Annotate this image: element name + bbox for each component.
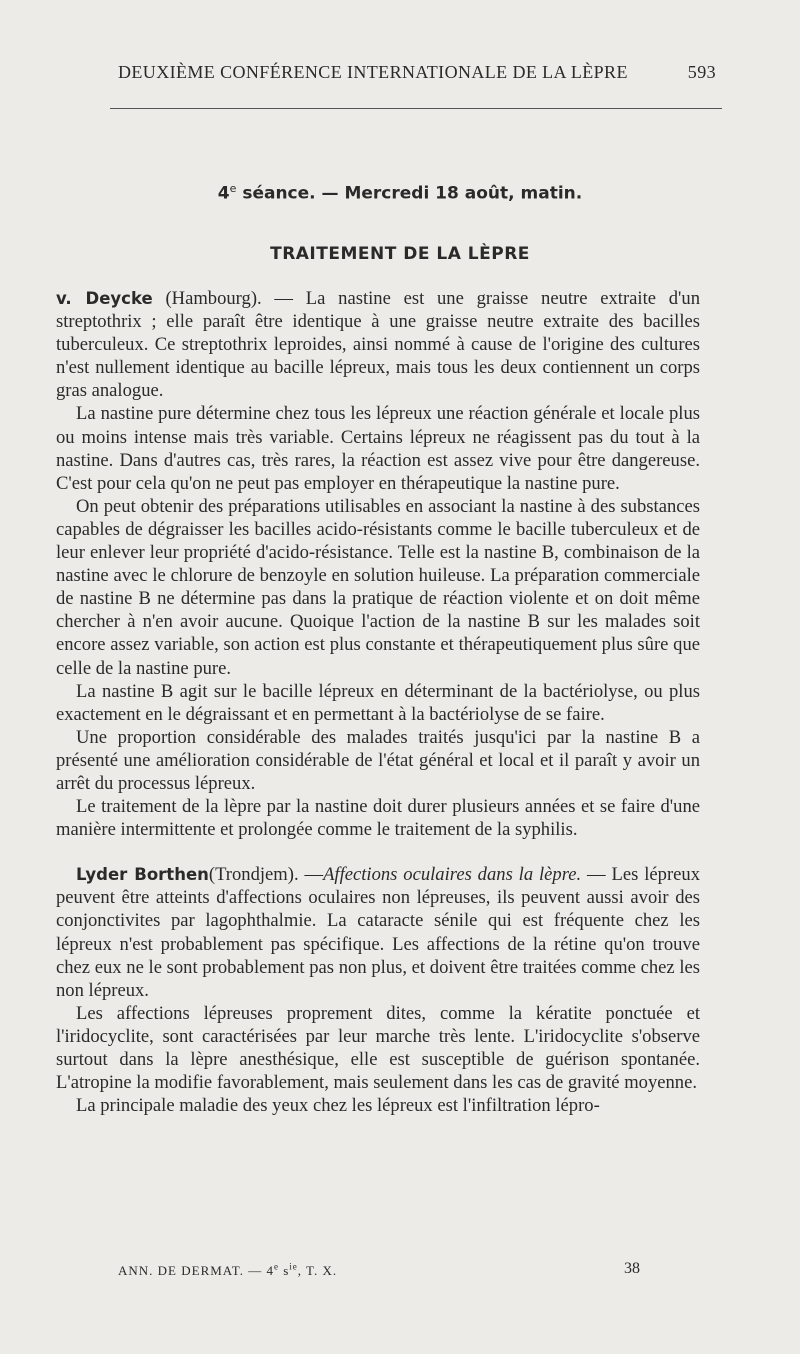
- paragraph-text: — Les lépreux peuvent être atteints d'affections oculaires non lépreuses, ils peuvent aussi avoir des conjonctivites par lagophthalmie. La cataracte sénile qui est fréquente chez les lépreux n'est probablement pas spécifique. Les affections de la rétine qu'on trouve chez eux ne le sont probablement pas non plus, et doivent être traitées comme chez les non lépreux.: [56, 864, 701, 1001]
- paragraph: Le traitement de la lèpre par la nastine doit durer plusieurs années et se faire d'une manière intermittente et prolongée comme le traitement de la syphilis.: [56, 796, 700, 841]
- body-text: [56, 287, 700, 1117]
- author-name: Lyder Borthen: [76, 865, 209, 885]
- journal-reference: [118, 1263, 337, 1278]
- series-sup: e: [273, 1262, 279, 1272]
- paragraph-text: La nastine est une graisse neutre extraite d'un streptothrix ; elle paraît être identique à une graisse neutre extraite des bacilles tuberculeux. Ce streptothrix leproides, ainsi nommé à cause de l'origine des cultures n'est nullement identique au bacille lépreux, mais tous les deux contiennent un corps gras analogue.: [56, 288, 700, 402]
- session-rest: séance. — Mercredi 18 août, matin.: [236, 183, 583, 204]
- tome: , T. X.: [297, 1263, 338, 1279]
- author-place: (Trondjem). —: [208, 864, 324, 886]
- session-heading: [0, 182, 800, 204]
- signature-mark: 38: [624, 1260, 640, 1277]
- session-ordinal-sup: e: [229, 182, 237, 195]
- page-number: 593: [687, 62, 716, 82]
- paragraph: [56, 863, 700, 1002]
- author-place: (Hambourg). —: [152, 288, 306, 309]
- article-title: Affections oculaires dans la lèpre.: [323, 864, 582, 886]
- page-footer: [118, 1262, 640, 1279]
- paragraph: La nastine B agit sur le bacille lépreux en déterminant de la bactériolyse, ou plus exactement en le dégraissant et en permettant à la bactériolyse de se faire.: [56, 680, 700, 725]
- series-mid: s: [278, 1263, 290, 1279]
- paragraph: On peut obtenir des préparations utilisables en associant la nastine à des substances capables de dégraisser les bacilles acido-résistants comme le bacille tuberculeux et de leur enlever leur propriété d'acido-résistance. Telle est la nastine B, combinaison de la nastine avec le chlorure de benzoyle en solution huileuse. La préparation commerciale de nastine B ne détermine pas dans la pratique de réaction violente et on doit même chercher à n'en avoir aucune. Quoique l'action de la nastine B sur les malades soit encore assez variable, son action est plus constante et thérapeutiquement plus sûre que celle de la nastine pure.: [56, 495, 700, 679]
- running-title: DEUXIÈME CONFÉRENCE INTERNATIONALE DE LA LÈPRE: [118, 62, 628, 82]
- paragraph: Les affections lépreuses proprement dites, comme la kératite ponctuée et l'iridocyclite, sont caractérisées par leur marche très lente. L'iridocyclite s'observe surtout dans la lèpre anesthésique, elle est susceptible de guérison spontanée. L'atropine la modifie favorablement, mais seulement dans les cas de gravité moyenne.: [56, 1002, 700, 1094]
- section-title: TRAITEMENT DE LA LÈPRE: [270, 244, 530, 264]
- author-name: v. Deycke: [56, 289, 153, 308]
- paragraph: La nastine pure détermine chez tous les lépreux une réaction générale et locale plus ou moins intense mais très variable. Certains lépreux ne réagissent pas du tout à la nastine. Dans d'autres cas, très rares, la réaction est assez vive pour être dangereuse. C'est pour cela qu'on ne peut pas employer en thérapeutique la nastine pure.: [56, 403, 700, 494]
- paragraph: La principale maladie des yeux chez les lépreux est l'infiltration lépro-: [76, 1095, 600, 1117]
- header-rule: [110, 108, 722, 109]
- running-header: [118, 62, 716, 83]
- series-sup-2: ie: [289, 1262, 298, 1272]
- session-ordinal: 4: [217, 183, 230, 204]
- journal-name: ANN. DE DERMAT. — 4: [118, 1263, 274, 1279]
- paragraph: Une proportion considérable des malades traités jusqu'ici par la nastine B a présenté une amélioration considérable de l'état général et local et il paraît y avoir un arrêt du processus lépreux.: [56, 726, 700, 794]
- paragraph: [56, 287, 700, 402]
